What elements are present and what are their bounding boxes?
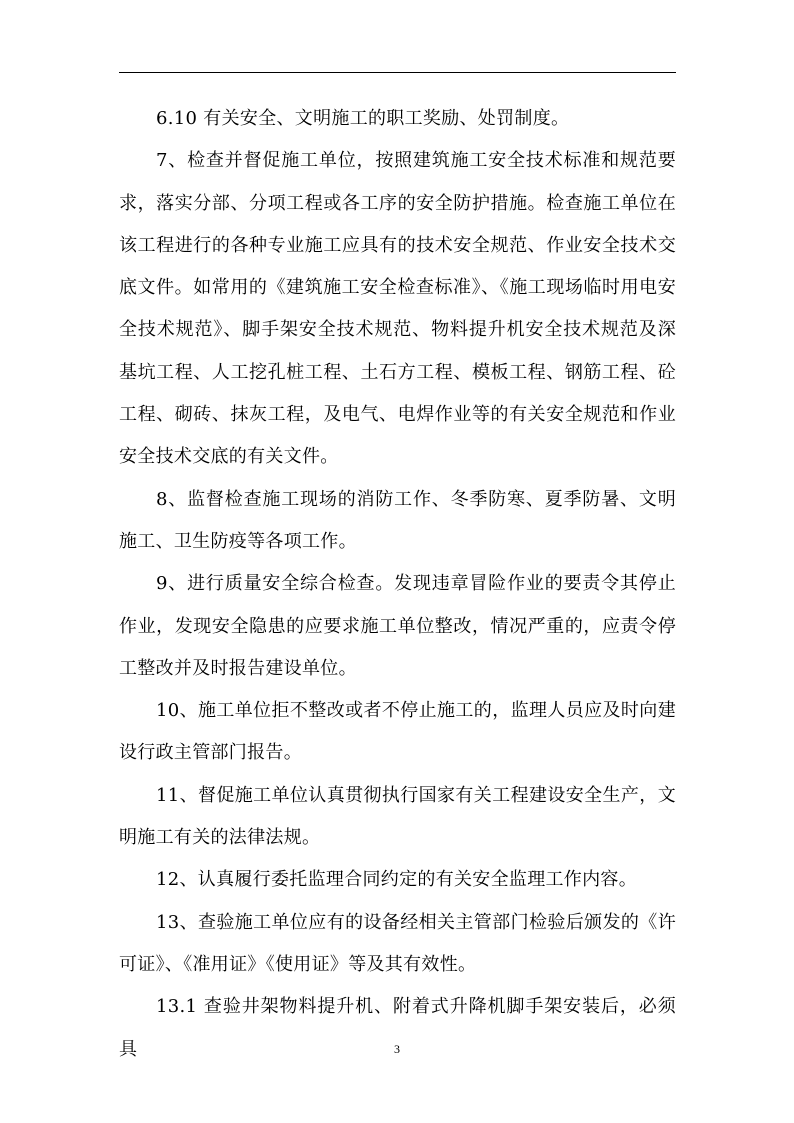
page-number: 3 — [394, 1042, 400, 1056]
header-rule — [119, 72, 676, 73]
body-text — [119, 98, 676, 1071]
paragraph-11: 11、督促施工单位认真贯彻执行国家有关工程建设安全生产，文明施工有关的法律法规。 — [119, 784, 676, 849]
paragraph-6-10: 6.10 有关安全、文明施工的职工奖励、处罚制度。 — [156, 108, 570, 129]
paragraph-8: 8、监督检查施工现场的消防工作、冬季防寒、夏季防暑、文明施工、卫生防疫等各项工作。 — [119, 488, 676, 552]
paragraph-13-1: 13.1 查验井架物料提升机、附着式升降机脚手架安装后，必须具 — [119, 996, 676, 1060]
paragraph-7: 7、检查并督促施工单位，按照建筑施工安全技术标准和规范要求，落实分部、分项工程或各工序的安全防护措施。检查施工单位在该工程进行的各种专业施工应具有的技术安全规范、作业安全技术交底文件。如常用的《建筑施工安全检查标准》、《施工现场临时用电安全技术规范》、脚手架安全技术规范、物料提升机安全技术规范及深基坑工程、人工挖孔桩工程、土石方工程、模板工程、钢筋工程、砼工程、砌砖、抹灰工程，及电气、电焊作业等的有关安全规范和作业安全技术交底的有关文件。 — [119, 150, 676, 468]
paragraph-12: 12、认真履行委托监理合同约定的有关安全监理工作内容。 — [156, 869, 638, 891]
paragraph-10: 10、施工单位拒不整改或者不停止施工的，监理人员应及时向建设行政主管部门报告。 — [119, 700, 676, 764]
paragraph-13: 13、查验施工单位应有的设备经相关主管部门检验后颁发的《许可证》、《准用证》《使用证》等及其有效性。 — [119, 911, 676, 975]
paragraph-9: 9、进行质量安全综合检查。发现违章冒险作业的要责令其停止作业，发现安全隐患的应要求施工单位整改，情况严重的，应责令停工整改并及时报告建设单位。 — [119, 573, 676, 679]
